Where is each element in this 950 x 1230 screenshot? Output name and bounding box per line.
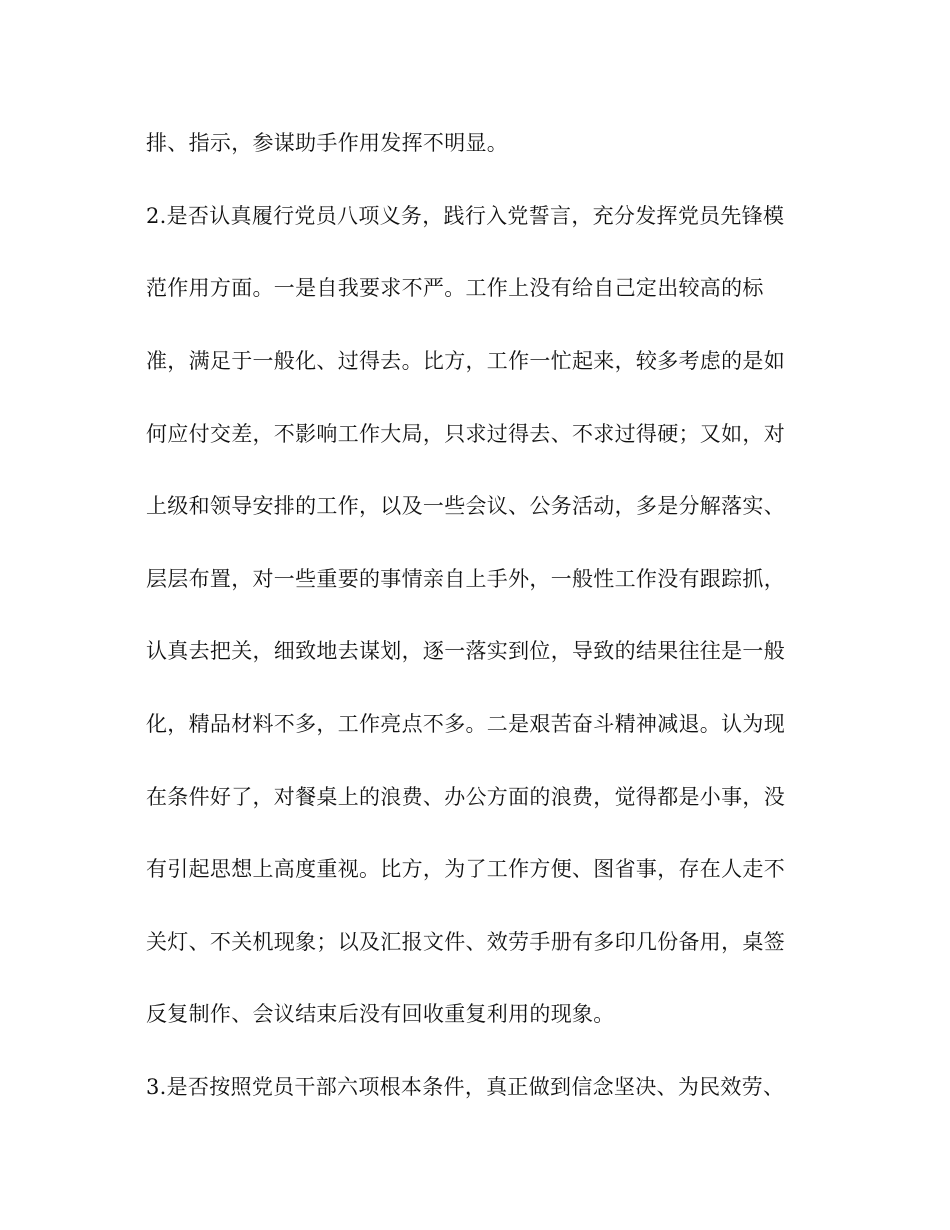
text-line: 准，满足于一般化、过得去。比方，工作一忙起来，较多考虑的是如	[146, 349, 785, 373]
text-line: 认真去把关，细致地去谋划，逐一落实到位，导致的结果往往是一般	[146, 639, 785, 663]
text-line: 何应付交差，不影响工作大局，只求过得去、不求过得硬；又如，对	[146, 422, 785, 446]
text-line: 范作用方面。一是自我要求不严。工作上没有给自己定出较高的标	[146, 276, 764, 300]
text-line: 在条件好了，对餐桌上的浪费、办公方面的浪费，觉得都是小事，没	[146, 785, 785, 809]
text-line: 有引起思想上高度重视。比方，为了工作方便、图省事，存在人走不	[146, 857, 785, 881]
text-line: 2.是否认真履行党员八项义务，践行入党誓言，充分发挥党员先锋模	[146, 204, 785, 228]
text-line: 化，精品材料不多，工作亮点不多。二是艰苦奋斗精神减退。认为现	[146, 712, 785, 736]
text-line: 层层布置，对一些重要的事情亲自上手外，一般性工作没有跟踪抓，	[146, 567, 785, 591]
text-line: 3.是否按照党员干部六项根本条件，真正做到信念坚决、为民效劳、	[146, 1075, 785, 1099]
text-line: 上级和领导安排的工作，以及一些会议、公务活动，多是分解落实、	[146, 494, 785, 518]
text-line: 反复制作、会议结束后没有回收重复利用的现象。	[146, 1002, 615, 1026]
text-line: 关灯、不关机现象；以及汇报文件、效劳手册有多印几份备用，桌签	[146, 930, 785, 954]
text-line: 排、指示，参谋助手作用发挥不明显。	[146, 131, 509, 155]
